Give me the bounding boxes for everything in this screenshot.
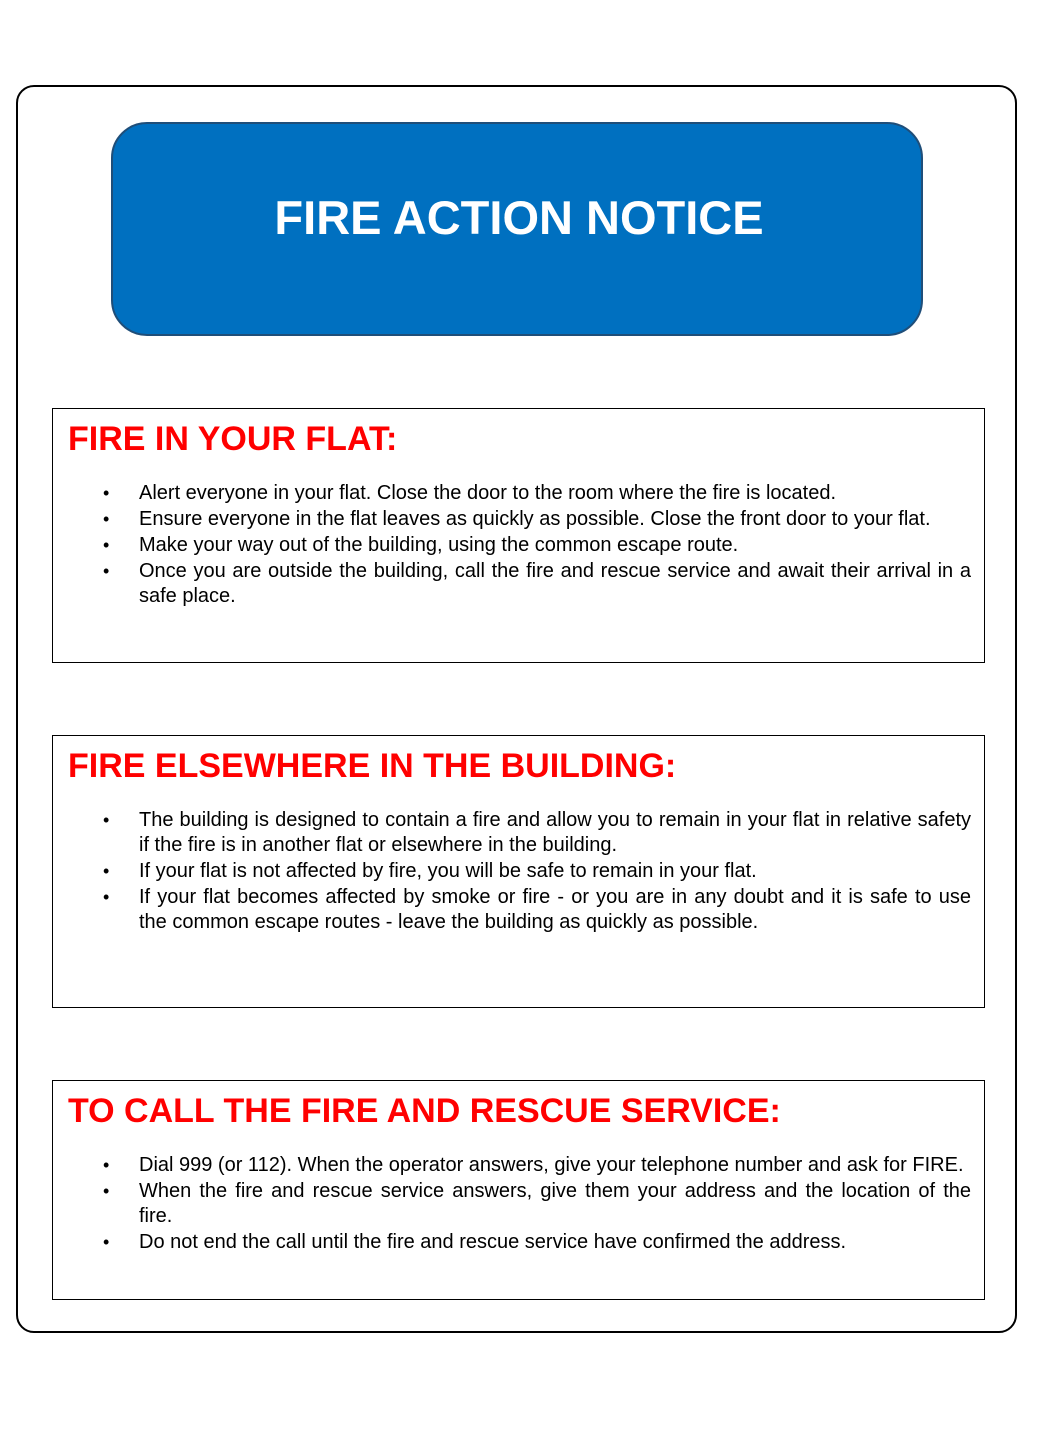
list-item (53, 1230, 971, 1255)
list-item (53, 885, 971, 935)
bullet-icon: • (103, 1181, 110, 1201)
section-heading: TO CALL THE FIRE AND RESCUE SERVICE: (68, 1092, 781, 1130)
list-item (53, 1179, 971, 1229)
bullet-icon: • (103, 535, 110, 555)
bullet-icon: • (103, 483, 110, 503)
list-item (53, 808, 971, 858)
section-heading: FIRE ELSEWHERE IN THE BUILDING: (68, 747, 677, 785)
list-item-text: The building is designed to contain a fire and allow you to remain in your flat in relative safety if the fire is in another flat or elsewhere in the building. (139, 809, 971, 856)
bullet-icon: • (103, 1155, 110, 1175)
list-item (53, 859, 971, 884)
bullet-icon: • (103, 561, 110, 581)
bullet-icon: • (103, 810, 110, 830)
section-fire-elsewhere (52, 735, 985, 1008)
list-item (53, 533, 971, 558)
list-item-text: Do not end the call until the fire and rescue service have confirmed the address. (139, 1231, 847, 1253)
instruction-list (53, 481, 971, 610)
list-item (53, 481, 971, 506)
section-call-fire-service (52, 1080, 985, 1300)
section-fire-in-flat (52, 408, 985, 663)
bullet-icon: • (103, 1232, 110, 1252)
instruction-list (53, 1153, 971, 1256)
list-item-text: Once you are outside the building, call the fire and rescue service and await their arrival in a safe place. (139, 560, 971, 607)
list-item-text: If your flat is not affected by fire, you will be safe to remain in your flat. (139, 860, 757, 882)
list-item (53, 559, 971, 609)
notice-title: FIRE ACTION NOTICE (274, 191, 764, 244)
list-item (53, 507, 971, 532)
list-item-text: When the fire and rescue service answers, give them your address and the location of the fire. (139, 1180, 971, 1227)
list-item-text: If your flat becomes affected by smoke or fire - or you are in any doubt and it is safe to use the common escape routes - leave the building as quickly as possible. (139, 886, 971, 933)
bullet-icon: • (103, 509, 110, 529)
list-item-text: Make your way out of the building, using the common escape route. (139, 534, 739, 556)
section-heading: FIRE IN YOUR FLAT: (68, 420, 398, 458)
list-item-text: Alert everyone in your flat. Close the door to the room where the fire is located. (139, 482, 837, 504)
instruction-list (53, 808, 971, 936)
list-item (53, 1153, 971, 1178)
bullet-icon: • (103, 861, 110, 881)
list-item-text: Ensure everyone in the flat leaves as quickly as possible. Close the front door to your flat. (139, 508, 931, 530)
bullet-icon: • (103, 887, 110, 907)
list-item-text: Dial 999 (or 112). When the operator answers, give your telephone number and ask for FIRE. (139, 1154, 964, 1176)
